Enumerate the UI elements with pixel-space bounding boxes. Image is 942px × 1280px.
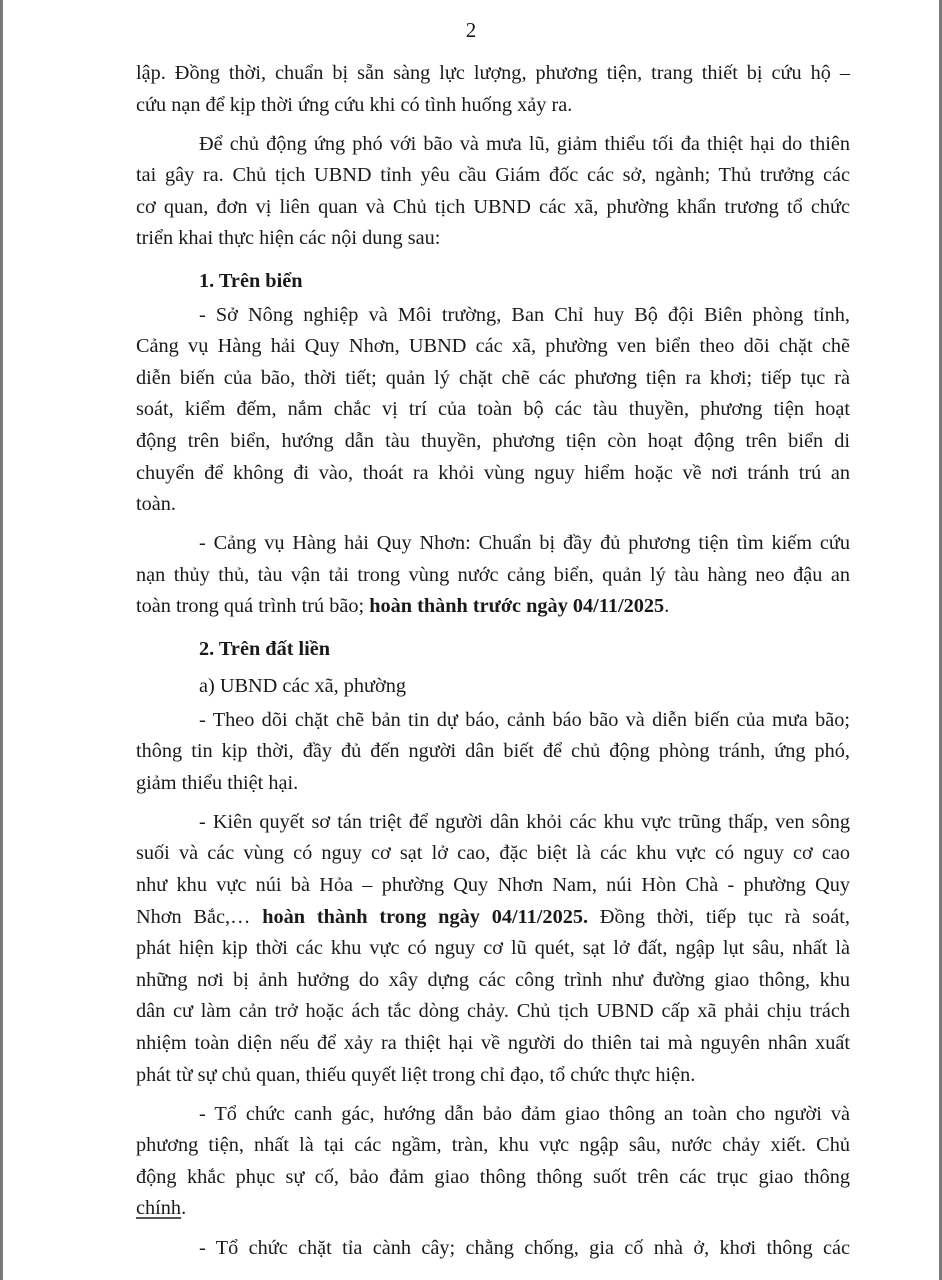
text-line: Để chủ động ứng phó với bão và mưa lũ, giảm thiểu tối đa thiệt hại do thiên <box>199 132 850 155</box>
text-line <box>136 591 850 623</box>
text-span: . <box>181 1197 187 1220</box>
text-line: suối và các vùng có nguy cơ sạt lở cao, đặc biệt là các khu vực có nguy cơ cao <box>136 842 850 865</box>
paragraph-preparation <box>136 58 850 121</box>
text-line: soát, kiểm đếm, nắm chắc vị trí của toàn bộ các tàu thuyền, phương tiện hoạt <box>136 398 850 421</box>
deadline-bold: hoàn thành trong ngày 04/11/2025. <box>262 905 589 928</box>
text-line <box>136 902 850 934</box>
text-line: tai gây ra. Chủ tịch UBND tỉnh yêu cầu Giám đốc các sở, ngành; Thủ trưởng các <box>136 164 850 187</box>
text-span: Đồng thời, tiếp tục rà soát, <box>588 905 850 928</box>
text-line: cứu nạn để kịp thời ứng cứu khi có tình huống xảy ra. <box>136 93 573 116</box>
text-line: - Tổ chức canh gác, hướng dẫn bảo đảm giao thông an toàn cho người và <box>199 1102 850 1125</box>
text-line: toàn. <box>136 493 176 516</box>
paragraph-directive <box>136 129 850 255</box>
text-line: Cảng vụ Hàng hải Quy Nhơn, UBND các xã, phường ven biển theo dõi chặt chẽ <box>136 335 850 358</box>
text-line: - Sở Nông nghiệp và Môi trường, Ban Chỉ huy Bộ đội Biên phòng tỉnh, <box>199 303 850 326</box>
section-heading-at-sea: 1. Trên biển <box>199 269 303 292</box>
text-line: động khắc phục sự cố, bảo đảm giao thông thông suốt trên các trục giao thông <box>136 1165 850 1188</box>
text-line: phát từ sự chủ quan, thiếu quyết liệt trong chỉ đạo, tổ chức thực hiện. <box>136 1063 696 1086</box>
text-line: động trên biển, hướng dẫn tàu thuyền, phương tiện còn hoạt động trên biển di <box>136 429 850 452</box>
text-line: dân cư làm cản trở hoặc ách tắc dòng chảy. Chủ tịch UBND cấp xã phải chịu trách <box>136 1000 850 1023</box>
text-line <box>136 1193 850 1225</box>
paragraph-sea-agencies <box>136 300 850 521</box>
spellcheck-underlined-word: chính <box>136 1197 182 1220</box>
document-body <box>136 58 850 1272</box>
text-line: - Cảng vụ Hàng hải Quy Nhơn: Chuẩn bị đầy đủ phương tiện tìm kiếm cứu <box>199 532 850 555</box>
text-line: như khu vực núi bà Hỏa – phường Quy Nhơn Nam, núi Hòn Chà - phường Quy <box>136 873 850 896</box>
paragraph-port-authority <box>136 528 850 623</box>
paragraph-evacuation <box>136 807 850 1091</box>
text-line: lập. Đồng thời, chuẩn bị sẵn sàng lực lượng, phương tiện, trang thiết bị cứu hộ – <box>136 62 850 84</box>
page-number: 2 <box>465 18 477 42</box>
paragraph-monitor-forecast <box>136 705 850 800</box>
text-span: Nhơn Bắc,… <box>136 905 263 928</box>
text-line: - Kiên quyết sơ tán triệt để người dân khỏi các khu vực trũng thấp, ven sông <box>199 810 850 833</box>
text-line: những nơi bị ảnh hưởng do xây dựng các công trình như đường giao thông, khu <box>136 968 850 991</box>
text-line: - Tổ chức chặt tỉa cành cây; chằng chống, gia cố nhà ở, khơi thông các <box>199 1236 850 1259</box>
text-line: diễn biến của bão, thời tiết; quản lý chặt chẽ các phương tiện ra khơi; tiếp tục rà <box>136 366 850 389</box>
text-line: chuyển để không đi vào, thoát ra khỏi vùng nguy hiểm hoặc về nơi tránh trú an <box>136 461 850 484</box>
deadline-bold: hoàn thành trước ngày 04/11/2025 <box>369 595 665 618</box>
paragraph-tree-trimming <box>136 1233 850 1265</box>
text-line: - Theo dõi chặt chẽ bản tin dự báo, cảnh báo bão và diễn biến của mưa bão; <box>199 708 850 731</box>
text-line: cơ quan, đơn vị liên quan và Chủ tịch UBND các xã, phường khẩn trương tổ chức <box>136 195 850 218</box>
text-line: thông tin kịp thời, đầy đủ đến người dân biết để chủ động phòng tránh, ứng phó, <box>136 740 850 763</box>
subsection-heading-communes: a) UBND các xã, phường <box>199 674 407 697</box>
text-line: phương tiện, nhất là tại các ngầm, tràn, khu vực ngập sâu, nước chảy xiết. Chủ <box>136 1134 850 1157</box>
page-border-left <box>0 0 3 1280</box>
section-heading-on-land: 2. Trên đất liền <box>199 637 331 660</box>
text-line: nhiệm toàn diện nếu để xảy ra thiệt hại về người do thiên tai mà nguyên nhân xuất <box>136 1031 850 1054</box>
text-line: nạn thủy thủ, tàu vận tải trong vùng nước cảng biển, quản lý tàu hàng neo đậu an <box>136 563 850 586</box>
text-span: . <box>664 595 670 618</box>
text-span: toàn trong quá trình trú bão; <box>136 595 370 618</box>
paragraph-traffic-guard <box>136 1099 850 1225</box>
text-line: giảm thiểu thiệt hại. <box>136 771 299 794</box>
text-line: triển khai thực hiện các nội dung sau: <box>136 227 441 250</box>
text-line: phát hiện kịp thời các khu vực có nguy cơ lũ quét, sạt lở đất, ngập lụt sâu, nhất là <box>136 937 850 960</box>
